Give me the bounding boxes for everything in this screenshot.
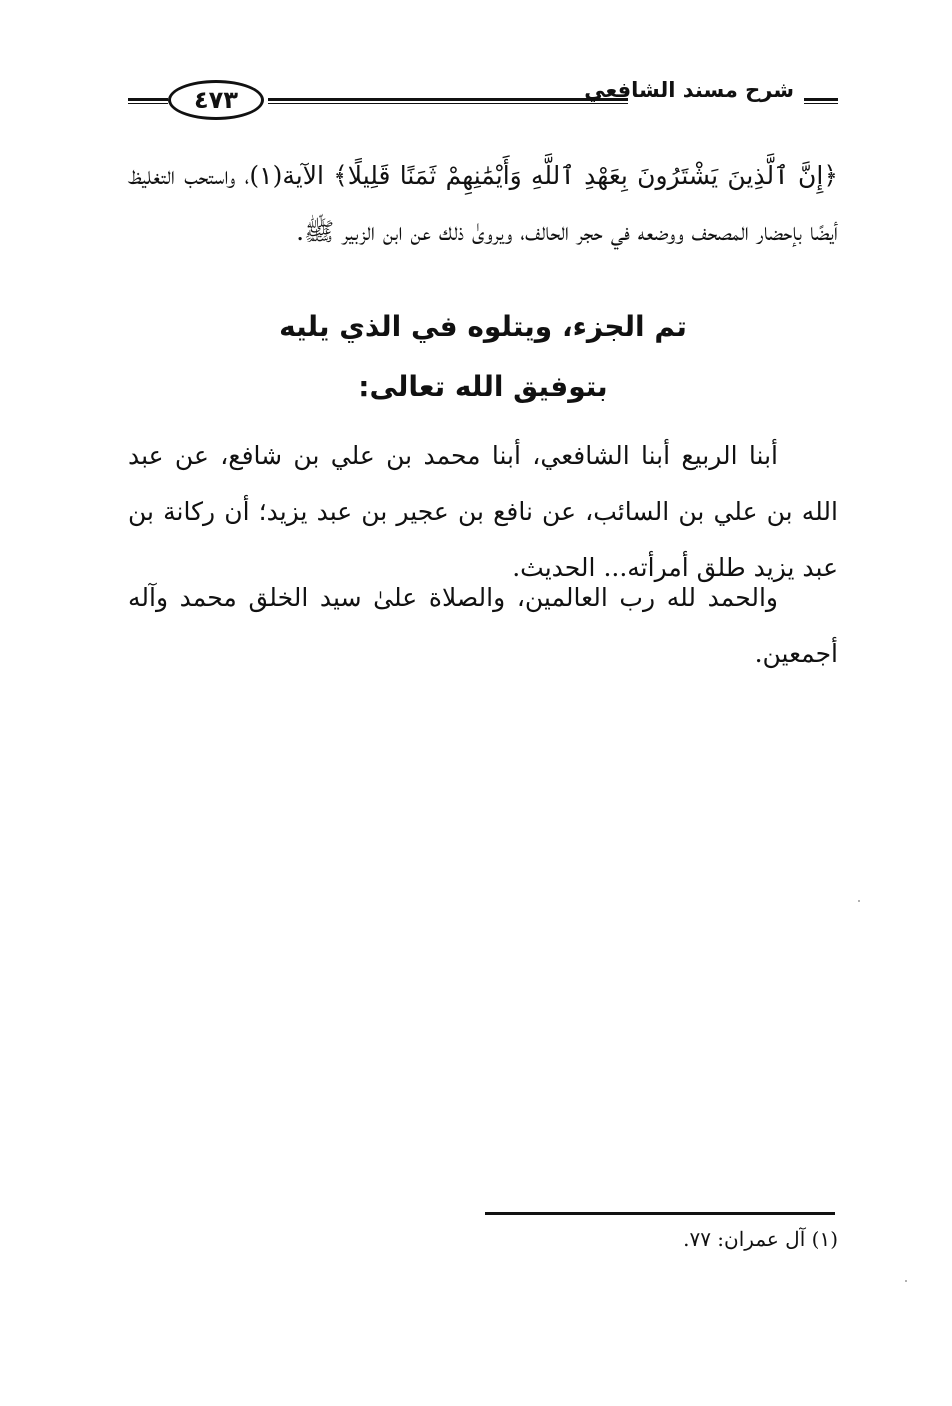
paragraph-closing-praise: والحمد لله رب العالمين، والصلاة علىٰ سيد الخلق محمد وآله أجمعين.: [128, 583, 838, 668]
paragraph-hadith-chain: أبنا الربيع أبنا الشافعي، أبنا محمد بن علي بن شافع، عن عبد الله بن علي بن السائب، عن نافع بن عجير بن عبد يزيد؛ أن ركانة بن عبد يزيد طلق أمرأته... الحديث.: [128, 441, 838, 582]
running-header: [128, 72, 838, 130]
section-heading: تم الجزء، ويتلوه في الذي يليه: [279, 310, 687, 343]
page-number: ٤٧٣: [168, 80, 264, 120]
book-title: شرح مسند الشافعي: [584, 78, 794, 102]
footnote-separator: [485, 1212, 835, 1215]
paragraph-quran-verse: ﴿إِنَّ ٱلَّذِينَ يَشْتَرُونَ بِعَهْدِ ٱللَّهِ وَأَيْمَٰنِهِمْ ثَمَنًا قَلِيلًا﴾ الآية(١)، واستحب التغليظ أيضًا بإحضار المصحف ووضعه في حجر الحالف، ويروىٰ ذلك عن ابن الزبير ﷺ.: [128, 161, 838, 246]
scan-speck: [905, 1280, 907, 1282]
footnote: (١) آل عمران: ٧٧.: [683, 1227, 838, 1251]
section-subheading: بتوفيق الله تعالى:: [358, 370, 608, 403]
scan-speck: [858, 900, 860, 902]
header-rule-middle: [268, 98, 628, 101]
header-rule-right: [804, 98, 838, 101]
header-rule-left: [128, 98, 168, 101]
